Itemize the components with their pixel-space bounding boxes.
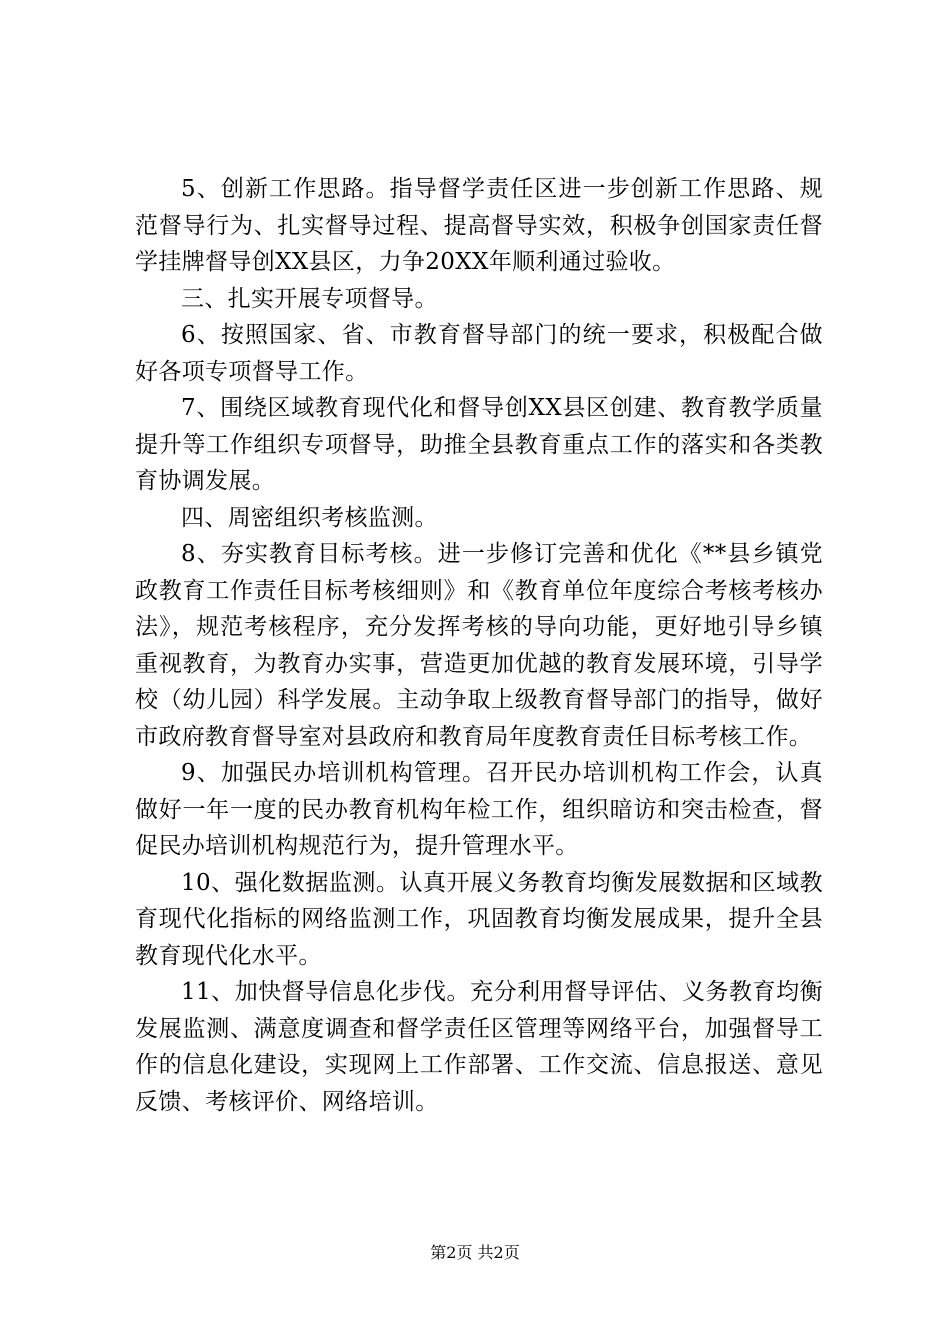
paragraph-item-6: 6、按照国家、省、市教育督导部门的统一要求，积极配合做好各项专项督导工作。: [135, 322, 823, 385]
paragraph-item-11: 11、加快督导信息化步伐。充分利用督导评估、义务教育均衡发展监测、满意度调查和督学责任区管理等网络平台，加强督导工作的信息化建设，实现网上工作部署、工作交流、信息报送、意见反馈、考核评价、网络培训。: [135, 979, 823, 1115]
document-body: [135, 171, 823, 1120]
page-number-footer: 第2页 共2页: [430, 1243, 520, 1262]
paragraph-item-5: 5、创新工作思路。指导督学责任区进一步创新工作思路、规范督导行为、扎实督导过程、提高督导实效，积极争创国家责任督学挂牌督导创XX县区，力争20XX年顺利通过验收。: [135, 176, 823, 275]
section-heading-3: 三、扎实开展专项督导。: [181, 285, 438, 312]
paragraph-item-7: 7、围绕区域教育现代化和督导创XX县区创建、教育教学质量提升等工作组织专项督导，助推全县教育重点工作的落实和各类教育协调发展。: [135, 395, 823, 494]
paragraph-item-8: 8、夯实教育目标考核。进一步修订完善和优化《**县乡镇党政教育工作责任目标考核细则》和《教育单位年度综合考核考核办法》，规范考核程序，充分发挥考核的导向功能，更好地引导乡镇重视教育，为教育办实事，营造更加优越的教育发展环境，引导学校（幼儿园）科学发展。主动争取上级教育督导部门的指导，做好市政府教育督导室对县政府和教育局年度教育责任目标考核工作。: [135, 541, 823, 750]
paragraph-item-10: 10、强化数据监测。认真开展义务教育均衡发展数据和区域教育现代化指标的网络监测工作，巩固教育均衡发展成果，提升全县教育现代化水平。: [135, 869, 823, 969]
paragraph-item-9: 9、加强民办培训机构管理。召开民办培训机构工作会，认真做好一年一度的民办教育机构年检工作，组织暗访和突击检查，督促民办培训机构规范行为，提升管理水平。: [135, 760, 823, 859]
section-heading-4: 四、周密组织考核监测。: [181, 504, 438, 531]
